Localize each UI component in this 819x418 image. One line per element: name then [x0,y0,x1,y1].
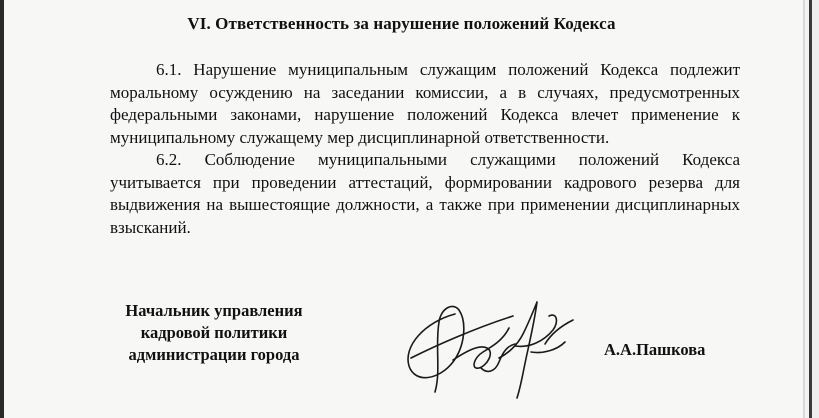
section-body [110,59,740,239]
section-heading: VI. Ответственность за нарушение положений Кодекса [187,14,616,33]
signatory-name: А.А.Пашкова [604,340,706,359]
signatory-title-line: Начальник управления [125,301,303,320]
handwritten-signature-icon [395,288,585,406]
signatory-title-line: администрации города [128,345,300,364]
paragraph-6-2: 6.2. Соблюдение муниципальными служащими положений Кодекса учитывается при проведении аттестаций, формировании кадрового резерва для выдвижения на вышестоящие должности, а также при применении дисциплинарных взысканий. [110,150,740,237]
scan-left-edge [0,0,4,418]
paragraph-6-1: 6.1. Нарушение муниципальным служащим положений Кодекса подлежит моральному осуждению на заседании комиссии, а в случаях, предусмотренных федеральными законами, нарушение положений Кодекса влечет применение к муниципальному служащему мер дисциплинарной ответственности. [110,60,740,147]
scan-right-edge [803,0,819,418]
signatory-title [104,300,324,366]
signatory-title-line: кадровой политики [140,323,288,342]
